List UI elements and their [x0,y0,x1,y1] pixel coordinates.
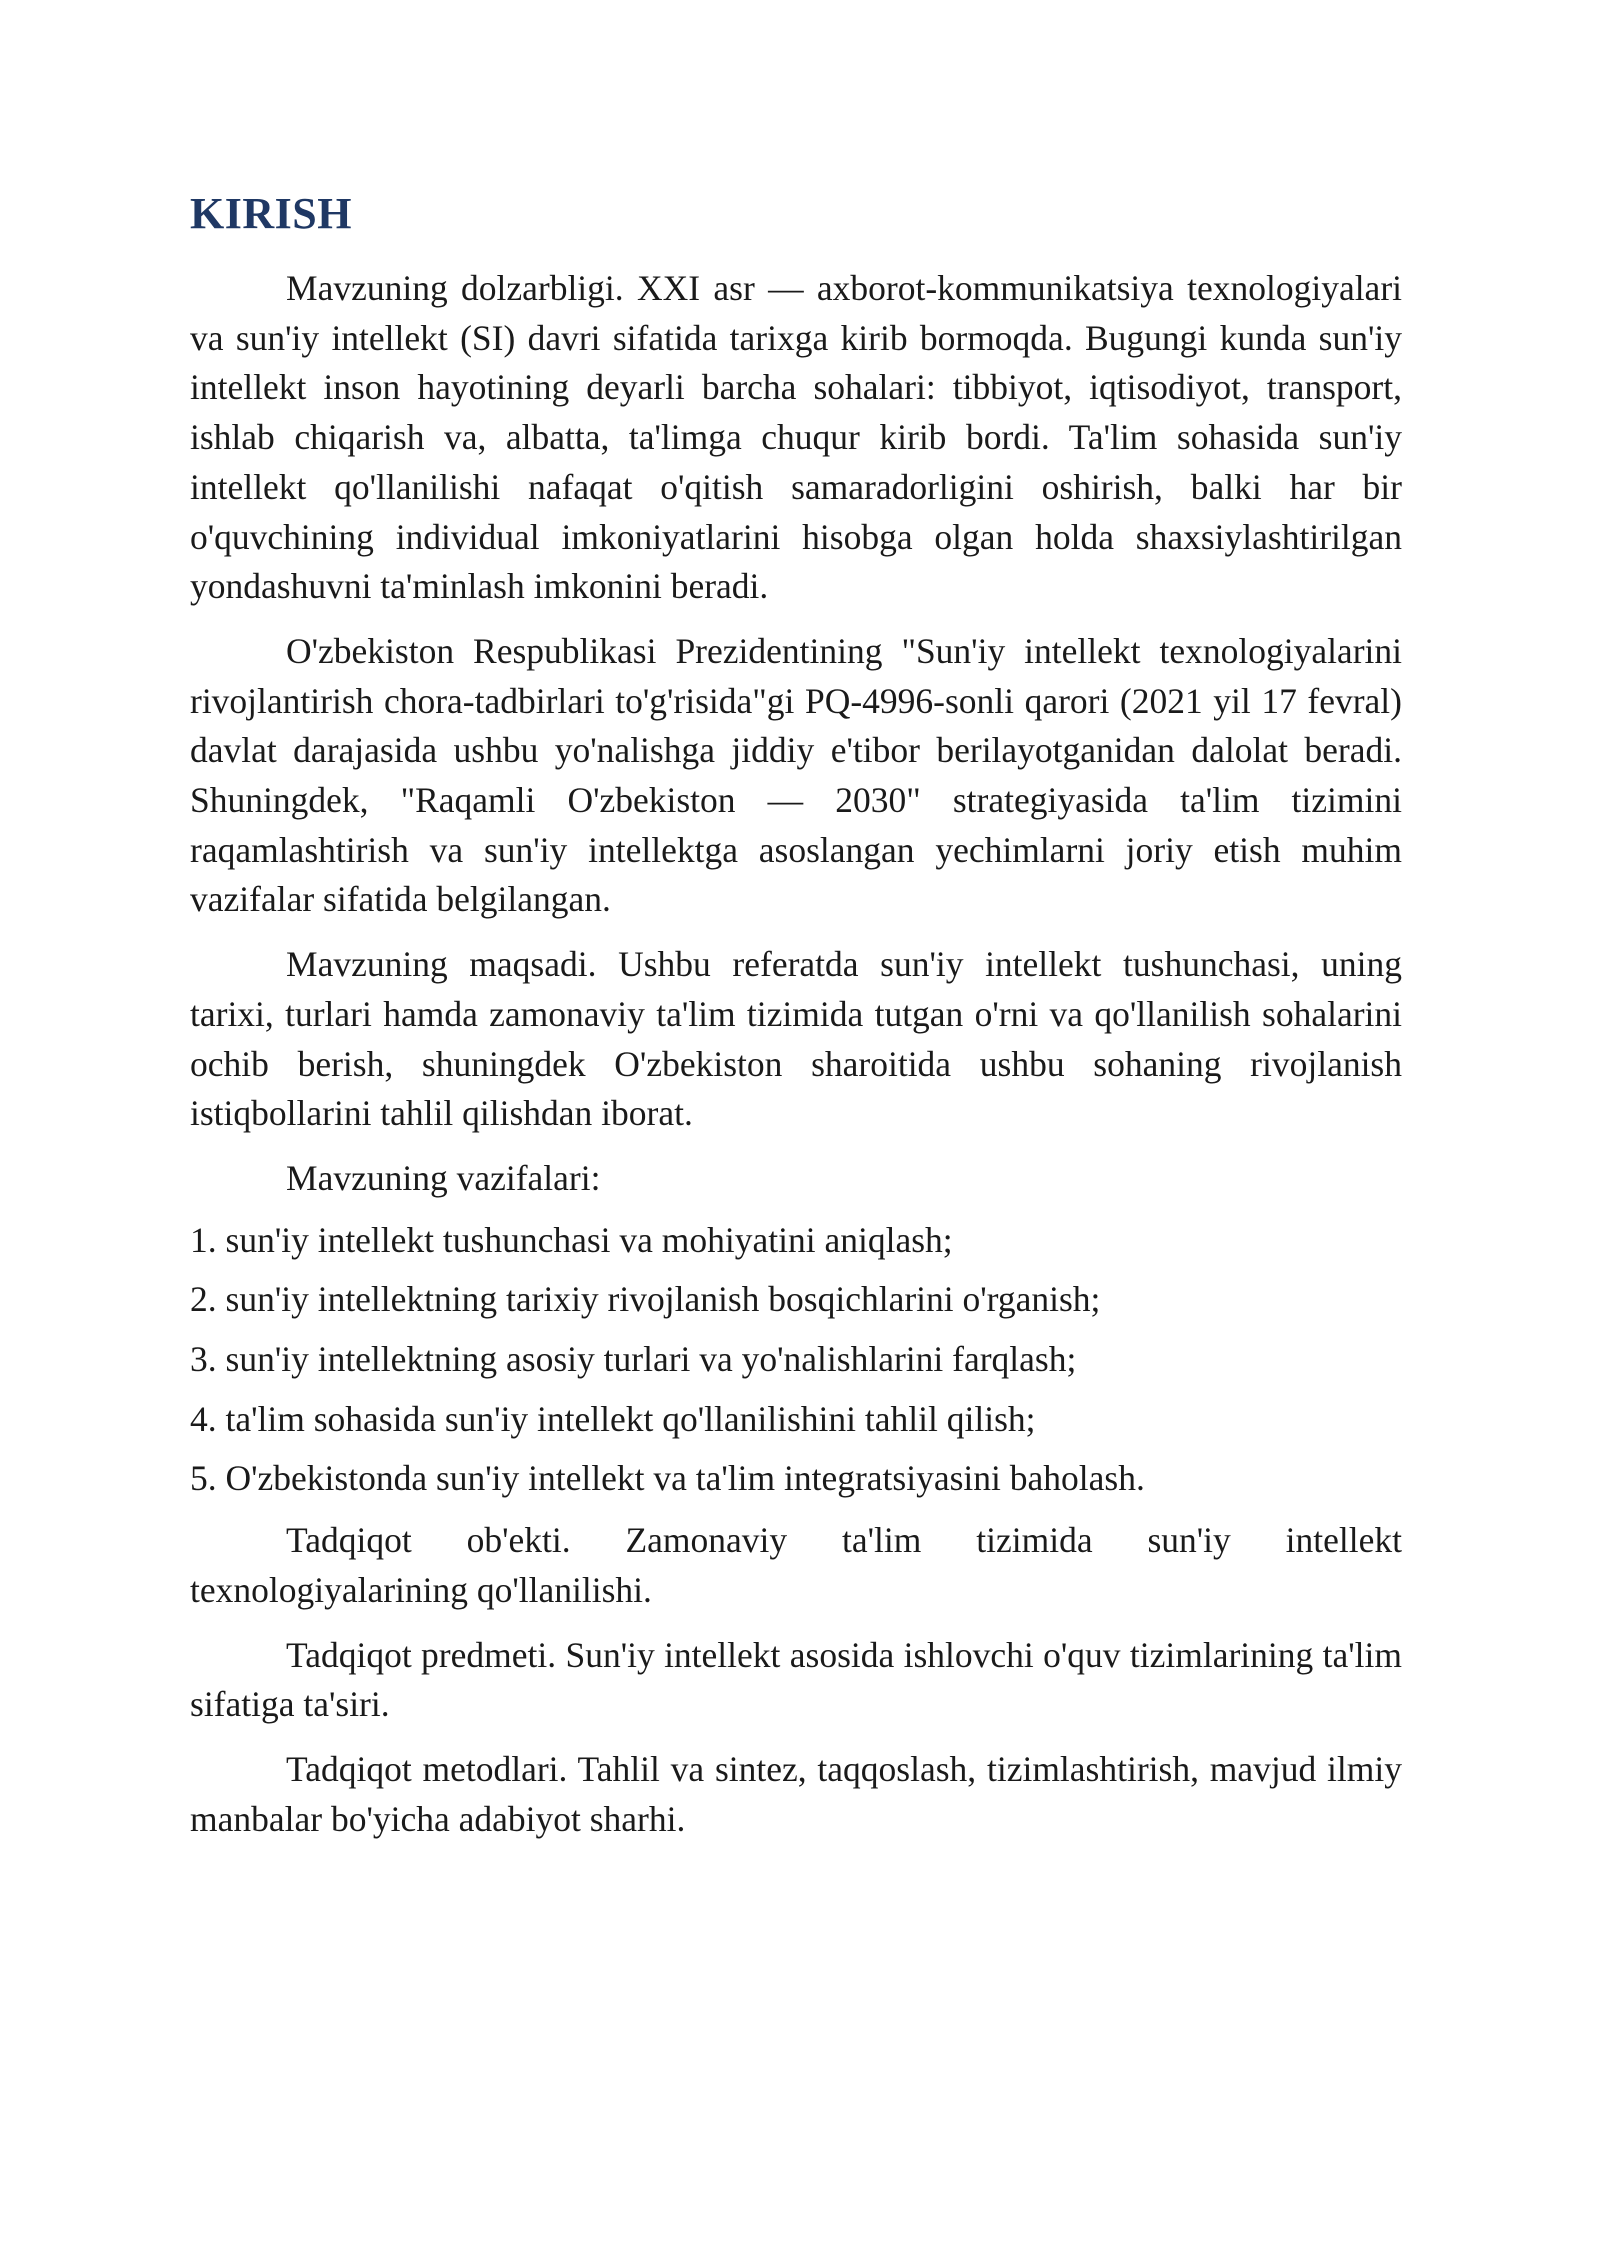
list-item: 5. O'zbekistonda sun'iy intellekt va ta'lim integratsiyasini baholash. [190,1458,1145,1499]
paragraph-decree: O'zbekiston Respublikasi Prezidentining "Sun'iy intellekt texnologiyalarini rivojlantirish chora-tadbirlari to'g'risida"gi PQ-4996-sonli qarori (2021 yil 17 fevral) davlat darajasida ushbu yo'nalishga jiddiy e'tibor berilayotganidan dalolat beradi. Shuningdek, "Raqamli O'zbekiston — 2030" strategiyasida ta'lim tizimini raqamlashtirish va sun'iy intellektga asoslangan yechimlarni joriy etish muhim vazifalar sifatida belgilangan. [190,630,1402,920]
paragraph-relevance: Mavzuning dolzarbligi. XXI asr — axborot-kommunikatsiya texnologiyalari va sun'iy intellekt (SI) davri sifatida tarixga kirib bormoqda. Bugungi kunda sun'iy intellekt inson hayotining deyarli barcha sohalari: tibbiyot, iqtisodiyot, transport, ishlab chiqarish va, albatta, ta'limga chuqur kirib bordi. Ta'lim sohasida sun'iy intellekt qo'llanilishi nafaqat o'qitish samaradorligini oshirish, balki har bir o'quvchining individual imkoniyatlarini hisobga olgan holda shaxsiylashtirilgan yondashuvni ta'minlash imkonini beradi. [190,268,1402,607]
paragraph-methods: Tadqiqot metodlari. Tahlil va sintez, taqqoslash, tizimlashtirish, mavjud ilmiy manbalar bo'yicha adabiyot sharhi. [190,1748,1402,1839]
list-item: 4. ta'lim sohasida sun'iy intellekt qo'llanilishini tahlil qilish; [190,1398,1036,1439]
paragraph-goal: Mavzuning maqsadi. Ushbu referatda sun'iy intellekt tushunchasi, uning tarixi, turlari hamda zamonaviy ta'lim tizimida tutgan o'rni va qo'llanilish sohalarini ochib berish, shuningdek O'zbekiston sharoitida ushbu sohaning rivojlanish istiqbollarini tahlil qilishdan iborat. [190,944,1402,1134]
paragraph-subject: Tadqiqot predmeti. Sun'iy intellekt asosida ishlovchi o'quv tizimlarining ta'lim sifatiga ta'siri. [190,1634,1402,1725]
section-heading: KIRISH [190,189,352,238]
list-item: 1. sun'iy intellekt tushunchasi va mohiyatini aniqlash; [190,1219,953,1260]
tasks-list [190,1216,1402,1505]
tasks-title: Mavzuning vazifalari: [286,1157,601,1198]
paragraph-object: Tadqiqot ob'ekti. Zamonaviy ta'lim tizimida sun'iy intellekt texnologiyalarining qo'llanilishi. [190,1520,1402,1610]
document-page [190,186,1402,1859]
list-item: 3. sun'iy intellektning asosiy turlari va yo'nalishlarini farqlash; [190,1339,1077,1380]
list-item: 2. sun'iy intellektning tarixiy rivojlanish bosqichlarini o'rganish; [190,1279,1101,1320]
